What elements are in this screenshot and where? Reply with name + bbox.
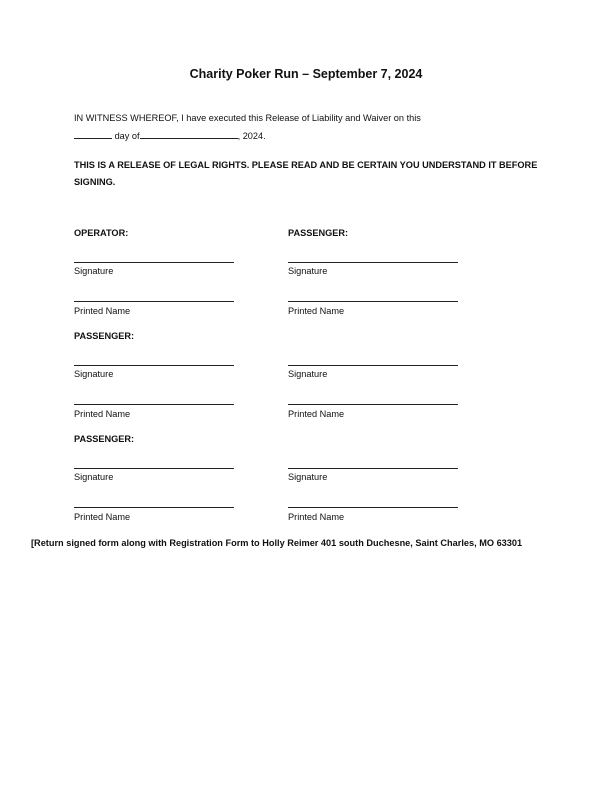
passenger-heading-right: PASSENGER:: [288, 228, 349, 238]
passenger-1-signature-label: Signature: [288, 266, 328, 276]
passenger-3b-printed-name-line[interactable]: [288, 507, 458, 508]
passenger-2a-signature-line[interactable]: [74, 365, 234, 366]
passenger-heading-2: PASSENGER:: [74, 331, 135, 341]
passenger-2b-signature-label: Signature: [288, 369, 328, 379]
passenger-2a-signature-label: Signature: [74, 369, 114, 379]
month-blank[interactable]: [140, 129, 238, 139]
legal-warning: THIS IS A RELEASE OF LEGAL RIGHTS. PLEASE READ AND BE CERTAIN YOU UNDERSTAND IT BEFORE SIGNING.: [74, 160, 538, 187]
passenger-2b-printed-name-line[interactable]: [288, 404, 458, 405]
year-text: , 2024.: [237, 131, 266, 141]
operator-printed-name-line[interactable]: [74, 301, 234, 302]
operator-heading: OPERATOR:: [74, 228, 129, 238]
passenger-3a-printed-name-label: Printed Name: [74, 512, 131, 522]
passenger-3a-signature-label: Signature: [74, 472, 114, 482]
return-instructions: [Return signed form along with Registration Form to Holly Reimer 401 south Duchesne, Saint Charles, MO 63301: [31, 538, 523, 548]
operator-signature-line[interactable]: [74, 262, 234, 263]
passenger-2a-printed-name-line[interactable]: [74, 404, 234, 405]
passenger-3a-signature-line[interactable]: [74, 468, 234, 469]
passenger-1-signature-line[interactable]: [288, 262, 458, 263]
document-title: Charity Poker Run – September 7, 2024: [189, 67, 423, 81]
passenger-3a-printed-name-line[interactable]: [74, 507, 234, 508]
witness-date-line: [74, 129, 266, 141]
passenger-heading-3: PASSENGER:: [74, 434, 135, 444]
witness-statement-line: IN WITNESS WHEREOF, I have executed this Release of Liability and Waiver on this: [74, 113, 421, 123]
passenger-2b-signature-line[interactable]: [288, 365, 458, 366]
operator-signature-label: Signature: [74, 266, 114, 276]
passenger-3b-printed-name-label: Printed Name: [288, 512, 345, 522]
passenger-2a-printed-name-label: Printed Name: [74, 409, 131, 419]
passenger-1-printed-name-line[interactable]: [288, 301, 458, 302]
operator-printed-name-label: Printed Name: [74, 306, 131, 316]
passenger-3b-signature-line[interactable]: [288, 468, 458, 469]
passenger-1-printed-name-label: Printed Name: [288, 306, 345, 316]
day-blank[interactable]: [74, 129, 112, 139]
day-of-text: day of: [114, 131, 140, 141]
passenger-3b-signature-label: Signature: [288, 472, 328, 482]
passenger-2b-printed-name-label: Printed Name: [288, 409, 345, 419]
